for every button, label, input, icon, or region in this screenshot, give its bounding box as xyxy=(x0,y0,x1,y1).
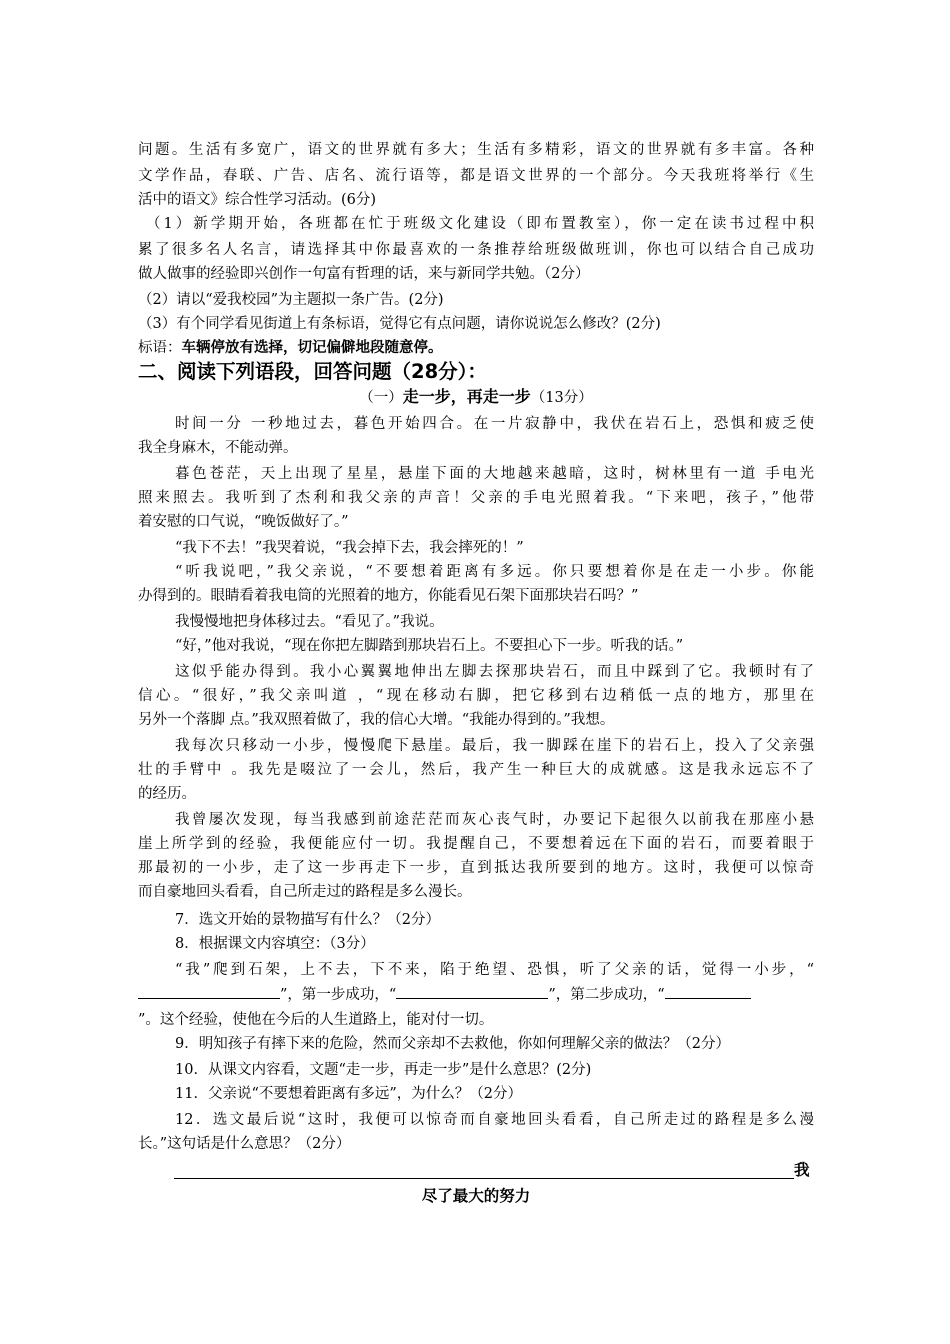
passage-title-line xyxy=(138,386,814,408)
question-8-line-1: “我”爬到石架，上不去，下不来，陷于绝望、恐惧，听了父亲的话，觉得一小步，“ xyxy=(175,962,814,978)
intro-line-1: 问题。生活有多宽广，语文的世界就有多大；生活有多精彩，语文的世界就有多丰富。各种 xyxy=(138,142,814,158)
passage-p4-line-2: 办得到的。眼睛看着我电筒的光照着的地方，你能看见石架下面那块岩石吗？” xyxy=(138,588,639,604)
passage-p9-line-1: 我曾屡次发现，每当我感到前途茫茫而灰心丧气时，办要记下起很久以前我在那座小悬 xyxy=(175,812,814,828)
question-8-line-3: ”。这个经验，使他在今后的人生道路上，能对付一切。 xyxy=(138,1012,494,1028)
passage-p7-line-3: 另外一个落脚 点。”我双照着做了，我的信心大增。“我能办得到的。”我想。 xyxy=(138,712,615,728)
passage-p7-line-1: 这似乎能办得到。我小心翼翼地伸出左脚去探那块岩石，而且中踩到了它。我顿时有了 xyxy=(175,664,814,680)
q8-part-b: ”，第二步成功，“ xyxy=(548,987,665,1003)
passage-p2-line-1: 暮色苍茫，天上出现了星星，悬崖下面的大地越来越暗，这时，树林里有一道 手电光 xyxy=(175,466,814,482)
question-12-line-1: 12．选文最后说“这时，我便可以惊奇而自豪地回头看看，自己所走过的路程是多么漫 xyxy=(175,1112,814,1128)
passage-title: 走一步，再走一步 xyxy=(402,387,531,406)
slogan-line xyxy=(138,338,814,358)
question-1-line-1: （1）新学期开始，各班都在忙于班级文化建设（即布置教室），你一定在读书过程中积 xyxy=(146,216,814,232)
passage-p9-line-4: 而自豪地回头看看，自己所走过的路程是多么漫长。 xyxy=(138,884,472,900)
slogan-label: 标语： xyxy=(138,340,182,356)
slogan-text: 车辆停放有选择，切记偏僻地段随意停。 xyxy=(181,339,443,356)
passage-p4-line-1: “听我说吧，”我父亲说，“不要想着距离有多远。你只要想着你是在走一小步。你能 xyxy=(175,564,814,580)
passage-p2-line-3: 着安慰的口气说，“晚饭做好了。” xyxy=(138,514,349,530)
passage-p1-line-1: 时间一分 一秒地过去，暮色开始四合。在一片寂静中，我伏在岩石上，恐惧和疲乏使 xyxy=(175,416,814,432)
question-8: 8．根据课文内容填空：（3分） xyxy=(175,936,375,952)
passage-p1-line-2: 我全身麻木，不能动弹。 xyxy=(138,440,298,456)
passage-score: （13分） xyxy=(530,390,593,406)
passage-p9-line-2: 崖上所学到的经验，我便能应付一切。我提醒自己，不要想着远在下面的岩石，而要着眼于 xyxy=(138,836,814,852)
section-heading: 二、阅读下列语段，回答问题（28分）： xyxy=(138,360,487,383)
passage-p2-line-2: 照来照去。我听到了杰利和我父亲的声音！父亲的手电光照着我。“下来吧，孩子，”他带 xyxy=(138,490,814,506)
question-1-line-2: 累了很多名人名言，请选择其中你最喜欢的一条推荐给班级做班训，你也可以结合自己成功 xyxy=(138,242,814,258)
question-11: 11．父亲说“不要想着距离有多远”，为什么？（2分） xyxy=(175,1086,522,1102)
question-12-line-2: 长。”这句话是什么意思？（2分） xyxy=(138,1136,351,1152)
intro-line-3: 活中的语文》综合性学习活动。(6分) xyxy=(138,192,377,208)
passage-title-prefix: （一） xyxy=(359,390,403,406)
intro-line-2: 文学作品，春联、广告、店名、流行语等，都是语文世界的一个部分。今天我班将举行《生 xyxy=(138,168,814,184)
passage-p8-line-1: 我每次只移动一小步，慢慢爬下悬崖。最后，我一脚踩在崖下的岩石上，投入了父亲强 xyxy=(175,738,814,754)
question-10: 10．从课文内容看，文题“走一步，再走一步”是什么意思？(2分) xyxy=(175,1062,592,1078)
answer-line[interactable] xyxy=(174,1178,794,1179)
question-8-line-2 xyxy=(138,984,814,1005)
passage-p5: 我慢慢地把身体移过去。“看见了。”我说。 xyxy=(175,614,444,630)
passage-p6: “好，”他对我说，“现在你把左脚踏到那块岩石上。不要担心下一步。听我的话。” xyxy=(175,638,684,654)
question-1-line-3: 做人做事的经验即兴创作一句富有哲理的话，来与新同学共勉。（2分） xyxy=(138,266,590,282)
question-9: 9．明知孩子有摔下来的危险，然而父亲却不去救他，你如何理解父亲的做法？（2分） xyxy=(175,1036,730,1052)
passage-p8-line-2: 壮的手臂中 。我先是啜泣了一会儿，然后，我产生一种巨大的成就感。这是我永远忘不了 xyxy=(138,762,814,778)
passage-p7-line-2: 信心。“很好，”我父亲叫道 ，“现在移动右脚，把它移到右边稍低一点的地方，那里在 xyxy=(138,688,814,704)
answer-end-char: 我 xyxy=(794,1160,810,1179)
fill-blank-2[interactable] xyxy=(396,984,548,999)
question-3: （3）有个同学看见街道上有条标语，觉得它有点问题，请你说说怎么修改？(2分) xyxy=(138,316,661,332)
q8-part-a: ”，第一步成功，“ xyxy=(280,987,397,1003)
passage-p9-line-3: 那最初的一小步，走了这一步再走下一步，直到抵达我所要到的地方。这时，我便可以惊奇 xyxy=(138,860,814,876)
passage-p3: “我下不去！”我哭着说，“我会掉下去，我会摔死的！” xyxy=(175,540,524,556)
passage-p8-line-3: 的经历。 xyxy=(138,786,196,802)
question-7: 7．选文开始的景物描写有什么？（2分） xyxy=(175,912,440,928)
question-2: （2）请以“爱我校园”为主题拟一条广告。(2分) xyxy=(138,292,444,308)
fill-blank-3[interactable] xyxy=(665,984,751,999)
fill-blank-1[interactable] xyxy=(138,984,280,999)
answer-final-line: 尽了最大的努力 xyxy=(421,1186,531,1205)
